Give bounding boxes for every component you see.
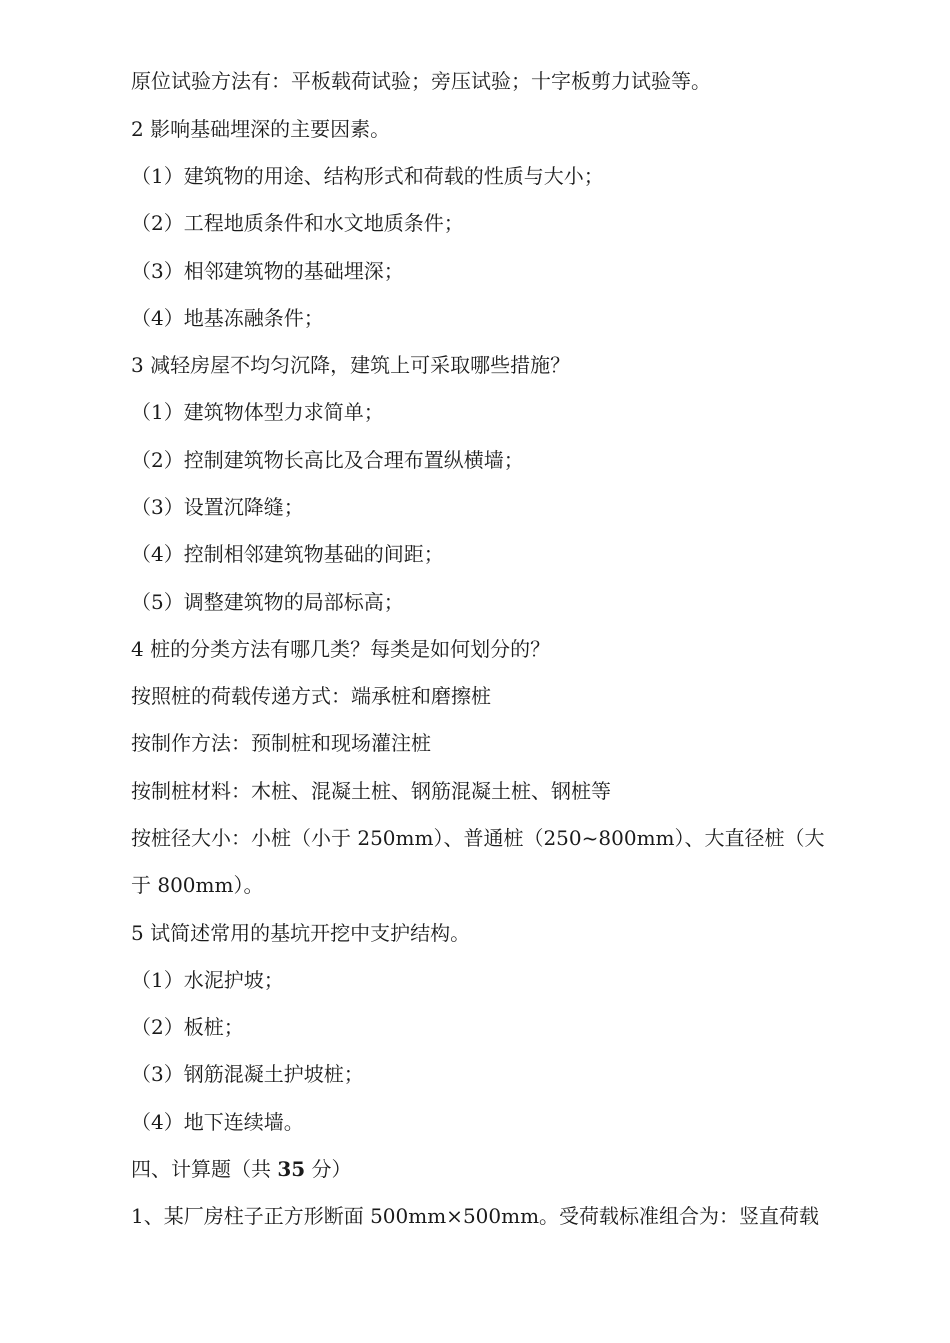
text-line: 按桩径大小：小桩（小于 250mm）、普通桩（250~800mm）、大直径桩（大 <box>131 826 825 850</box>
list-item: （2）控制建筑物长高比及合理布置纵横墙； <box>131 448 524 472</box>
list-item: （4）地基冻融条件； <box>131 306 324 330</box>
text-line: 原位试验方法有：平板载荷试验；旁压试验；十字板剪力试验等。 <box>131 69 711 93</box>
question-4-heading: 4 桩的分类方法有哪几类？每类是如何划分的？ <box>131 637 551 661</box>
question-2-heading: 2 影响基础埋深的主要因素。 <box>131 117 391 141</box>
list-item: （4）控制相邻建筑物基础的间距； <box>131 542 444 566</box>
section-4-heading <box>131 1154 840 1184</box>
list-item: （3）相邻建筑物的基础埋深； <box>131 259 404 283</box>
section-4-points: 35 <box>277 1157 306 1181</box>
list-item: （4）地下连续墙。 <box>131 1110 304 1134</box>
list-item: （2）工程地质条件和水文地质条件； <box>131 211 464 235</box>
list-item: （1）水泥护坡； <box>131 968 284 992</box>
question-5-heading: 5 试简述常用的基坑开挖中支护结构。 <box>131 921 471 945</box>
text-line: 按照桩的荷载传递方式：端承桩和磨擦桩 <box>131 684 491 708</box>
section-4-suffix: 分） <box>305 1157 352 1181</box>
section-4-prefix: 四、计算题（共 <box>131 1157 278 1181</box>
text-line: 于 800mm）。 <box>131 873 264 897</box>
list-item: （3）钢筋混凝土护坡桩； <box>131 1062 364 1086</box>
question-3-heading: 3 减轻房屋不均匀沉降，建筑上可采取哪些措施？ <box>131 353 571 377</box>
text-line: 按制作方法：预制桩和现场灌注桩 <box>131 731 431 755</box>
list-item: （2）板桩； <box>131 1015 244 1039</box>
list-item: （3）设置沉降缝； <box>131 495 304 519</box>
text-line: 按制桩材料：木桩、混凝土桩、钢筋混凝土桩、钢桩等 <box>131 779 611 803</box>
calc-question-1: 1、某厂房柱子正方形断面 500mm×500mm。受荷载标准组合为：竖直荷载 <box>131 1204 820 1228</box>
list-item: （5）调整建筑物的局部标高； <box>131 590 404 614</box>
list-item: （1）建筑物体型力求简单； <box>131 400 384 424</box>
list-item: （1）建筑物的用途、结构形式和荷载的性质与大小； <box>131 164 604 188</box>
